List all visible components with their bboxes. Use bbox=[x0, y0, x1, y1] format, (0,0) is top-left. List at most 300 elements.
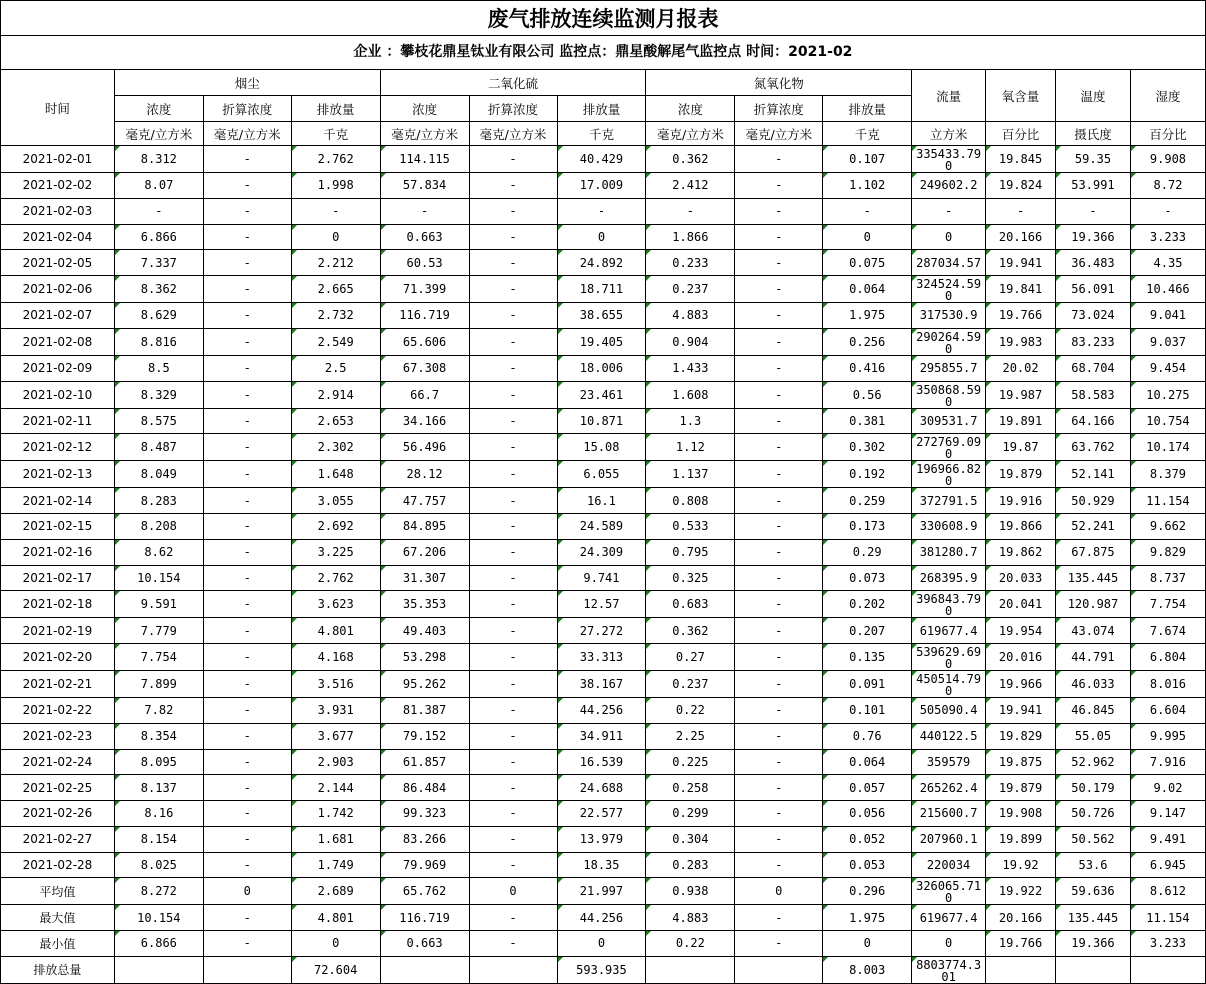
cell-temperature: 52.141 bbox=[1056, 461, 1131, 488]
cell-smoke-converted: - bbox=[203, 408, 291, 434]
cell-so2-concentration: 65.606 bbox=[380, 328, 469, 355]
cell-humidity: 11.154 bbox=[1130, 488, 1205, 514]
cell-flow: 330608.9 bbox=[912, 514, 986, 540]
table-row bbox=[1, 539, 1206, 565]
table-row bbox=[1, 250, 1206, 276]
cell-so2-converted: - bbox=[469, 303, 557, 329]
cell-smoke-emission: 2.762 bbox=[291, 146, 380, 173]
cell-temperature: 43.074 bbox=[1056, 618, 1131, 644]
cell-so2-emission: 24.309 bbox=[557, 539, 646, 565]
cell-humidity: 7.916 bbox=[1130, 749, 1205, 775]
cell-nox-emission: 0.073 bbox=[823, 565, 912, 591]
cell-nox-emission: 0.259 bbox=[823, 488, 912, 514]
cell-so2-concentration: 0.663 bbox=[380, 224, 469, 250]
cell-humidity: 8.737 bbox=[1130, 565, 1205, 591]
header-sub-emission: 排放量 bbox=[823, 96, 912, 122]
cell-nox-concentration: 0.233 bbox=[646, 250, 735, 276]
cell-nox-converted: - bbox=[735, 303, 823, 329]
header-sub-converted: 折算浓度 bbox=[735, 96, 823, 122]
cell-so2-converted: - bbox=[469, 644, 557, 671]
header-group-so2: 二氧化硫 bbox=[380, 70, 646, 96]
cell-time: 2021-02-16 bbox=[1, 539, 115, 565]
cell-oxygen: 20.02 bbox=[986, 355, 1056, 381]
cell-so2-converted: - bbox=[469, 905, 557, 931]
cell-temperature: 50.179 bbox=[1056, 775, 1131, 801]
cell-smoke-emission: 3.931 bbox=[291, 698, 380, 724]
cell-smoke-emission: 2.212 bbox=[291, 250, 380, 276]
cell-so2-converted: - bbox=[469, 224, 557, 250]
cell-nox-concentration: 2.412 bbox=[646, 173, 735, 199]
cell-nox-converted bbox=[735, 956, 823, 983]
cell-smoke-concentration: 8.362 bbox=[114, 276, 203, 303]
cell-nox-emission: 0.192 bbox=[823, 461, 912, 488]
cell-so2-converted: - bbox=[469, 355, 557, 381]
cell-time: 2021-02-09 bbox=[1, 355, 115, 381]
header-sub-emission: 排放量 bbox=[557, 96, 646, 122]
table-row bbox=[1, 488, 1206, 514]
cell-nox-converted: - bbox=[735, 698, 823, 724]
cell-so2-converted: - bbox=[469, 539, 557, 565]
header-unit: 毫克/立方米 bbox=[646, 122, 735, 146]
cell-so2-converted: - bbox=[469, 775, 557, 801]
cell-humidity: 9.041 bbox=[1130, 303, 1205, 329]
cell-nox-converted: - bbox=[735, 461, 823, 488]
table-row bbox=[1, 644, 1206, 671]
cell-temperature: 55.05 bbox=[1056, 723, 1131, 749]
cell-temperature: 135.445 bbox=[1056, 905, 1131, 931]
cell-time: 2021-02-10 bbox=[1, 381, 115, 408]
cell-smoke-emission: 3.677 bbox=[291, 723, 380, 749]
cell-smoke-concentration: 8.07 bbox=[114, 173, 203, 199]
cell-nox-emission: 0.173 bbox=[823, 514, 912, 540]
cell-temperature: 19.366 bbox=[1056, 931, 1131, 957]
cell-nox-converted: - bbox=[735, 852, 823, 878]
cell-so2-concentration: 86.484 bbox=[380, 775, 469, 801]
cell-smoke-converted: - bbox=[203, 328, 291, 355]
cell-flow: 196966.82 0 bbox=[912, 461, 986, 488]
cell-flow: 335433.79 0 bbox=[912, 146, 986, 173]
cell-smoke-emission: 1.749 bbox=[291, 852, 380, 878]
cell-nox-converted: - bbox=[735, 931, 823, 957]
cell-nox-emission: 0.302 bbox=[823, 434, 912, 461]
cell-nox-converted: - bbox=[735, 224, 823, 250]
cell-nox-converted: - bbox=[735, 408, 823, 434]
cell-humidity: 9.02 bbox=[1130, 775, 1205, 801]
cell-oxygen: 19.983 bbox=[986, 328, 1056, 355]
cell-so2-concentration: 66.7 bbox=[380, 381, 469, 408]
header-unit: 千克 bbox=[557, 122, 646, 146]
cell-smoke-converted: - bbox=[203, 698, 291, 724]
cell-smoke-concentration: 8.816 bbox=[114, 328, 203, 355]
cell-nox-emission: 0.29 bbox=[823, 539, 912, 565]
cell-temperature: 68.704 bbox=[1056, 355, 1131, 381]
cell-time: 2021-02-13 bbox=[1, 461, 115, 488]
cell-nox-concentration: 4.883 bbox=[646, 905, 735, 931]
cell-nox-converted: - bbox=[735, 644, 823, 671]
cell-smoke-emission: 2.732 bbox=[291, 303, 380, 329]
cell-flow: 396843.79 0 bbox=[912, 591, 986, 618]
cell-nox-emission: 0.053 bbox=[823, 852, 912, 878]
cell-so2-emission: 12.57 bbox=[557, 591, 646, 618]
cell-so2-concentration: 79.152 bbox=[380, 723, 469, 749]
cell-time: 2021-02-05 bbox=[1, 250, 115, 276]
cell-time: 2021-02-18 bbox=[1, 591, 115, 618]
cell-smoke-emission: 3.225 bbox=[291, 539, 380, 565]
cell-nox-emission: 0.052 bbox=[823, 826, 912, 852]
cell-so2-emission: 18.35 bbox=[557, 852, 646, 878]
cell-so2-converted: - bbox=[469, 434, 557, 461]
cell-smoke-converted: - bbox=[203, 488, 291, 514]
cell-nox-converted: - bbox=[735, 276, 823, 303]
cell-oxygen: 19.866 bbox=[986, 514, 1056, 540]
cell-smoke-converted: - bbox=[203, 671, 291, 698]
cell-temperature: 50.562 bbox=[1056, 826, 1131, 852]
cell-temperature: 53.991 bbox=[1056, 173, 1131, 199]
cell-smoke-emission: 2.549 bbox=[291, 328, 380, 355]
header-flow: 流量 bbox=[912, 70, 986, 122]
cell-nox-concentration: 0.362 bbox=[646, 618, 735, 644]
cell-time: 平均值 bbox=[1, 878, 115, 905]
table-row bbox=[1, 801, 1206, 827]
cell-smoke-concentration: 8.354 bbox=[114, 723, 203, 749]
cell-nox-concentration: 0.283 bbox=[646, 852, 735, 878]
cell-time: 2021-02-14 bbox=[1, 488, 115, 514]
cell-humidity: 10.275 bbox=[1130, 381, 1205, 408]
cell-temperature: 46.845 bbox=[1056, 698, 1131, 724]
cell-so2-converted: - bbox=[469, 749, 557, 775]
cell-time: 2021-02-03 bbox=[1, 198, 115, 224]
cell-humidity: 10.174 bbox=[1130, 434, 1205, 461]
cell-smoke-concentration: 6.866 bbox=[114, 224, 203, 250]
cell-nox-converted: - bbox=[735, 488, 823, 514]
cell-nox-concentration: 1.433 bbox=[646, 355, 735, 381]
cell-nox-concentration: 1.12 bbox=[646, 434, 735, 461]
header-temperature: 温度 bbox=[1056, 70, 1131, 122]
cell-nox-converted: - bbox=[735, 328, 823, 355]
cell-so2-converted: - bbox=[469, 723, 557, 749]
report-title: 废气排放连续监测月报表 bbox=[0, 0, 1206, 36]
cell-so2-emission: 17.009 bbox=[557, 173, 646, 199]
header-sub-concentration: 浓度 bbox=[380, 96, 469, 122]
summary-row-min bbox=[1, 931, 1206, 957]
cell-nox-emission: 0.381 bbox=[823, 408, 912, 434]
cell-oxygen: 19.824 bbox=[986, 173, 1056, 199]
cell-smoke-emission: 2.914 bbox=[291, 381, 380, 408]
cell-nox-concentration: 0.27 bbox=[646, 644, 735, 671]
header-unit: 立方米 bbox=[912, 122, 986, 146]
cell-so2-emission: 18.006 bbox=[557, 355, 646, 381]
cell-time: 2021-02-19 bbox=[1, 618, 115, 644]
cell-nox-converted: - bbox=[735, 775, 823, 801]
cell-temperature: 135.445 bbox=[1056, 565, 1131, 591]
cell-smoke-emission: 1.742 bbox=[291, 801, 380, 827]
cell-time: 2021-02-12 bbox=[1, 434, 115, 461]
cell-humidity: 9.147 bbox=[1130, 801, 1205, 827]
cell-smoke-emission: 4.801 bbox=[291, 618, 380, 644]
cell-oxygen: 19.766 bbox=[986, 931, 1056, 957]
cell-humidity: 9.037 bbox=[1130, 328, 1205, 355]
cell-nox-emission: 0.056 bbox=[823, 801, 912, 827]
cell-humidity: 8.612 bbox=[1130, 878, 1205, 905]
cell-so2-converted: - bbox=[469, 198, 557, 224]
cell-smoke-concentration: 8.208 bbox=[114, 514, 203, 540]
table-row bbox=[1, 224, 1206, 250]
cell-nox-converted: - bbox=[735, 146, 823, 173]
cell-nox-emission: 0.135 bbox=[823, 644, 912, 671]
cell-smoke-converted: - bbox=[203, 826, 291, 852]
header-oxygen: 氧含量 bbox=[986, 70, 1056, 122]
cell-flow: 309531.7 bbox=[912, 408, 986, 434]
cell-nox-emission: 0.296 bbox=[823, 878, 912, 905]
cell-so2-concentration: 79.969 bbox=[380, 852, 469, 878]
cell-smoke-converted: - bbox=[203, 250, 291, 276]
cell-flow: 290264.59 0 bbox=[912, 328, 986, 355]
summary-row-average bbox=[1, 878, 1206, 905]
cell-flow: 295855.7 bbox=[912, 355, 986, 381]
cell-so2-concentration: 95.262 bbox=[380, 671, 469, 698]
cell-time: 2021-02-11 bbox=[1, 408, 115, 434]
cell-nox-concentration bbox=[646, 956, 735, 983]
cell-smoke-emission: 4.168 bbox=[291, 644, 380, 671]
cell-temperature: - bbox=[1056, 198, 1131, 224]
cell-humidity: 9.829 bbox=[1130, 539, 1205, 565]
header-unit: 毫克/立方米 bbox=[469, 122, 557, 146]
cell-flow: 372791.5 bbox=[912, 488, 986, 514]
cell-so2-concentration: 57.834 bbox=[380, 173, 469, 199]
cell-temperature: 50.726 bbox=[1056, 801, 1131, 827]
cell-nox-emission: 0.76 bbox=[823, 723, 912, 749]
cell-nox-emission: 1.102 bbox=[823, 173, 912, 199]
header-unit: 千克 bbox=[823, 122, 912, 146]
cell-humidity: 6.945 bbox=[1130, 852, 1205, 878]
cell-smoke-converted: - bbox=[203, 565, 291, 591]
cell-time: 2021-02-08 bbox=[1, 328, 115, 355]
table-row bbox=[1, 328, 1206, 355]
header-group-smoke: 烟尘 bbox=[114, 70, 380, 96]
cell-nox-converted: - bbox=[735, 198, 823, 224]
cell-smoke-concentration: 10.154 bbox=[114, 905, 203, 931]
header-humidity: 湿度 bbox=[1130, 70, 1205, 122]
cell-smoke-converted bbox=[203, 956, 291, 983]
cell-temperature: 52.962 bbox=[1056, 749, 1131, 775]
cell-so2-converted: - bbox=[469, 461, 557, 488]
cell-so2-emission: 593.935 bbox=[557, 956, 646, 983]
cell-flow: 0 bbox=[912, 224, 986, 250]
cell-so2-concentration: 0.663 bbox=[380, 931, 469, 957]
cell-so2-concentration: 67.206 bbox=[380, 539, 469, 565]
cell-nox-concentration: 0.904 bbox=[646, 328, 735, 355]
cell-smoke-concentration: 9.591 bbox=[114, 591, 203, 618]
cell-so2-emission: 44.256 bbox=[557, 698, 646, 724]
cell-so2-converted: - bbox=[469, 801, 557, 827]
header-sub-concentration: 浓度 bbox=[114, 96, 203, 122]
cell-time: 排放总量 bbox=[1, 956, 115, 983]
cell-flow: 272769.09 0 bbox=[912, 434, 986, 461]
cell-nox-emission: 0.107 bbox=[823, 146, 912, 173]
cell-so2-converted: - bbox=[469, 852, 557, 878]
cell-flow: 287034.57 bbox=[912, 250, 986, 276]
cell-so2-concentration: 61.857 bbox=[380, 749, 469, 775]
cell-smoke-emission: 4.801 bbox=[291, 905, 380, 931]
cell-so2-emission: 23.461 bbox=[557, 381, 646, 408]
cell-so2-converted: - bbox=[469, 826, 557, 852]
cell-nox-converted: - bbox=[735, 565, 823, 591]
cell-nox-concentration: 0.683 bbox=[646, 591, 735, 618]
cell-oxygen: 20.016 bbox=[986, 644, 1056, 671]
cell-nox-converted: - bbox=[735, 250, 823, 276]
table-row bbox=[1, 434, 1206, 461]
header-unit: 毫克/立方米 bbox=[114, 122, 203, 146]
summary-row-max bbox=[1, 905, 1206, 931]
cell-time: 2021-02-22 bbox=[1, 698, 115, 724]
cell-so2-emission: 40.429 bbox=[557, 146, 646, 173]
cell-so2-emission: 21.997 bbox=[557, 878, 646, 905]
cell-nox-concentration: 0.22 bbox=[646, 698, 735, 724]
summary-row-total bbox=[1, 956, 1206, 983]
cell-nox-concentration: 0.237 bbox=[646, 671, 735, 698]
cell-smoke-converted: - bbox=[203, 514, 291, 540]
table-row bbox=[1, 408, 1206, 434]
cell-humidity: 9.908 bbox=[1130, 146, 1205, 173]
cell-oxygen: 20.166 bbox=[986, 905, 1056, 931]
cell-flow: 324524.59 0 bbox=[912, 276, 986, 303]
cell-flow: - bbox=[912, 198, 986, 224]
cell-oxygen: 19.922 bbox=[986, 878, 1056, 905]
cell-nox-emission: 1.975 bbox=[823, 905, 912, 931]
cell-nox-concentration: 2.25 bbox=[646, 723, 735, 749]
cell-nox-converted: - bbox=[735, 381, 823, 408]
cell-smoke-concentration: 7.779 bbox=[114, 618, 203, 644]
cell-so2-concentration: 65.762 bbox=[380, 878, 469, 905]
cell-temperature: 52.241 bbox=[1056, 514, 1131, 540]
cell-oxygen: 19.908 bbox=[986, 801, 1056, 827]
cell-time: 2021-02-07 bbox=[1, 303, 115, 329]
cell-so2-converted bbox=[469, 956, 557, 983]
cell-temperature: 59.636 bbox=[1056, 878, 1131, 905]
cell-so2-emission: 13.979 bbox=[557, 826, 646, 852]
cell-humidity: - bbox=[1130, 198, 1205, 224]
cell-nox-emission: 0.101 bbox=[823, 698, 912, 724]
cell-oxygen: 19.875 bbox=[986, 749, 1056, 775]
cell-smoke-emission: 3.516 bbox=[291, 671, 380, 698]
cell-so2-emission: 33.313 bbox=[557, 644, 646, 671]
cell-so2-concentration: 83.266 bbox=[380, 826, 469, 852]
cell-oxygen: - bbox=[986, 198, 1056, 224]
cell-so2-converted: - bbox=[469, 488, 557, 514]
cell-so2-concentration: 31.307 bbox=[380, 565, 469, 591]
cell-so2-emission: 9.741 bbox=[557, 565, 646, 591]
table-row bbox=[1, 173, 1206, 199]
cell-smoke-emission: 3.055 bbox=[291, 488, 380, 514]
cell-smoke-converted: - bbox=[203, 723, 291, 749]
cell-time: 2021-02-06 bbox=[1, 276, 115, 303]
cell-so2-concentration: 49.403 bbox=[380, 618, 469, 644]
table-row bbox=[1, 749, 1206, 775]
cell-oxygen: 20.166 bbox=[986, 224, 1056, 250]
cell-temperature bbox=[1056, 956, 1131, 983]
cell-nox-concentration: 1.137 bbox=[646, 461, 735, 488]
cell-so2-emission: 19.405 bbox=[557, 328, 646, 355]
cell-smoke-converted: - bbox=[203, 224, 291, 250]
cell-humidity: 6.604 bbox=[1130, 698, 1205, 724]
cell-so2-emission: 24.688 bbox=[557, 775, 646, 801]
table-row bbox=[1, 146, 1206, 173]
cell-smoke-converted: - bbox=[203, 591, 291, 618]
cell-nox-concentration: 0.299 bbox=[646, 801, 735, 827]
cell-nox-concentration: 0.938 bbox=[646, 878, 735, 905]
cell-flow: 539629.69 0 bbox=[912, 644, 986, 671]
cell-nox-converted: - bbox=[735, 591, 823, 618]
table-row bbox=[1, 723, 1206, 749]
cell-flow: 0 bbox=[912, 931, 986, 957]
cell-smoke-concentration: 8.137 bbox=[114, 775, 203, 801]
cell-smoke-converted: - bbox=[203, 381, 291, 408]
table-row bbox=[1, 514, 1206, 540]
cell-so2-converted: - bbox=[469, 381, 557, 408]
cell-smoke-concentration: 8.095 bbox=[114, 749, 203, 775]
cell-time: 2021-02-04 bbox=[1, 224, 115, 250]
cell-nox-emission: 0.256 bbox=[823, 328, 912, 355]
cell-so2-converted: - bbox=[469, 671, 557, 698]
cell-smoke-converted: - bbox=[203, 931, 291, 957]
cell-oxygen: 19.916 bbox=[986, 488, 1056, 514]
cell-flow: 207960.1 bbox=[912, 826, 986, 852]
cell-so2-emission: 27.272 bbox=[557, 618, 646, 644]
cell-humidity bbox=[1130, 956, 1205, 983]
table-row bbox=[1, 381, 1206, 408]
cell-smoke-converted: - bbox=[203, 905, 291, 931]
cell-nox-emission: 0.416 bbox=[823, 355, 912, 381]
cell-so2-converted: - bbox=[469, 408, 557, 434]
cell-nox-concentration: 0.237 bbox=[646, 276, 735, 303]
cell-temperature: 64.166 bbox=[1056, 408, 1131, 434]
cell-so2-emission: - bbox=[557, 198, 646, 224]
cell-smoke-emission: 0 bbox=[291, 224, 380, 250]
table-row bbox=[1, 591, 1206, 618]
cell-oxygen: 19.862 bbox=[986, 539, 1056, 565]
cell-nox-emission: 0.064 bbox=[823, 749, 912, 775]
cell-temperature: 56.091 bbox=[1056, 276, 1131, 303]
cell-humidity: 9.662 bbox=[1130, 514, 1205, 540]
cell-so2-converted: - bbox=[469, 250, 557, 276]
cell-flow: 619677.4 bbox=[912, 618, 986, 644]
cell-smoke-concentration: 7.754 bbox=[114, 644, 203, 671]
cell-nox-converted: - bbox=[735, 355, 823, 381]
cell-so2-concentration: 56.496 bbox=[380, 434, 469, 461]
cell-nox-emission: 0.064 bbox=[823, 276, 912, 303]
cell-temperature: 73.024 bbox=[1056, 303, 1131, 329]
cell-so2-concentration: 99.323 bbox=[380, 801, 469, 827]
cell-so2-converted: 0 bbox=[469, 878, 557, 905]
cell-temperature: 19.366 bbox=[1056, 224, 1131, 250]
cell-smoke-converted: - bbox=[203, 801, 291, 827]
cell-so2-emission: 22.577 bbox=[557, 801, 646, 827]
cell-so2-converted: - bbox=[469, 698, 557, 724]
cell-so2-emission: 0 bbox=[557, 931, 646, 957]
cell-nox-converted: - bbox=[735, 671, 823, 698]
cell-temperature: 53.6 bbox=[1056, 852, 1131, 878]
cell-so2-concentration: 60.53 bbox=[380, 250, 469, 276]
table-row bbox=[1, 355, 1206, 381]
cell-so2-emission: 16.539 bbox=[557, 749, 646, 775]
cell-nox-converted: - bbox=[735, 539, 823, 565]
report-table bbox=[0, 69, 1206, 984]
cell-oxygen: 19.87 bbox=[986, 434, 1056, 461]
cell-smoke-concentration: 6.866 bbox=[114, 931, 203, 957]
table-row bbox=[1, 698, 1206, 724]
report-meta: 企业 ：攀枝花鼎星钛业有限公司 监控点：鼎星酸解尾气监控点 时间：2021-02 bbox=[0, 36, 1206, 69]
cell-so2-converted: - bbox=[469, 591, 557, 618]
